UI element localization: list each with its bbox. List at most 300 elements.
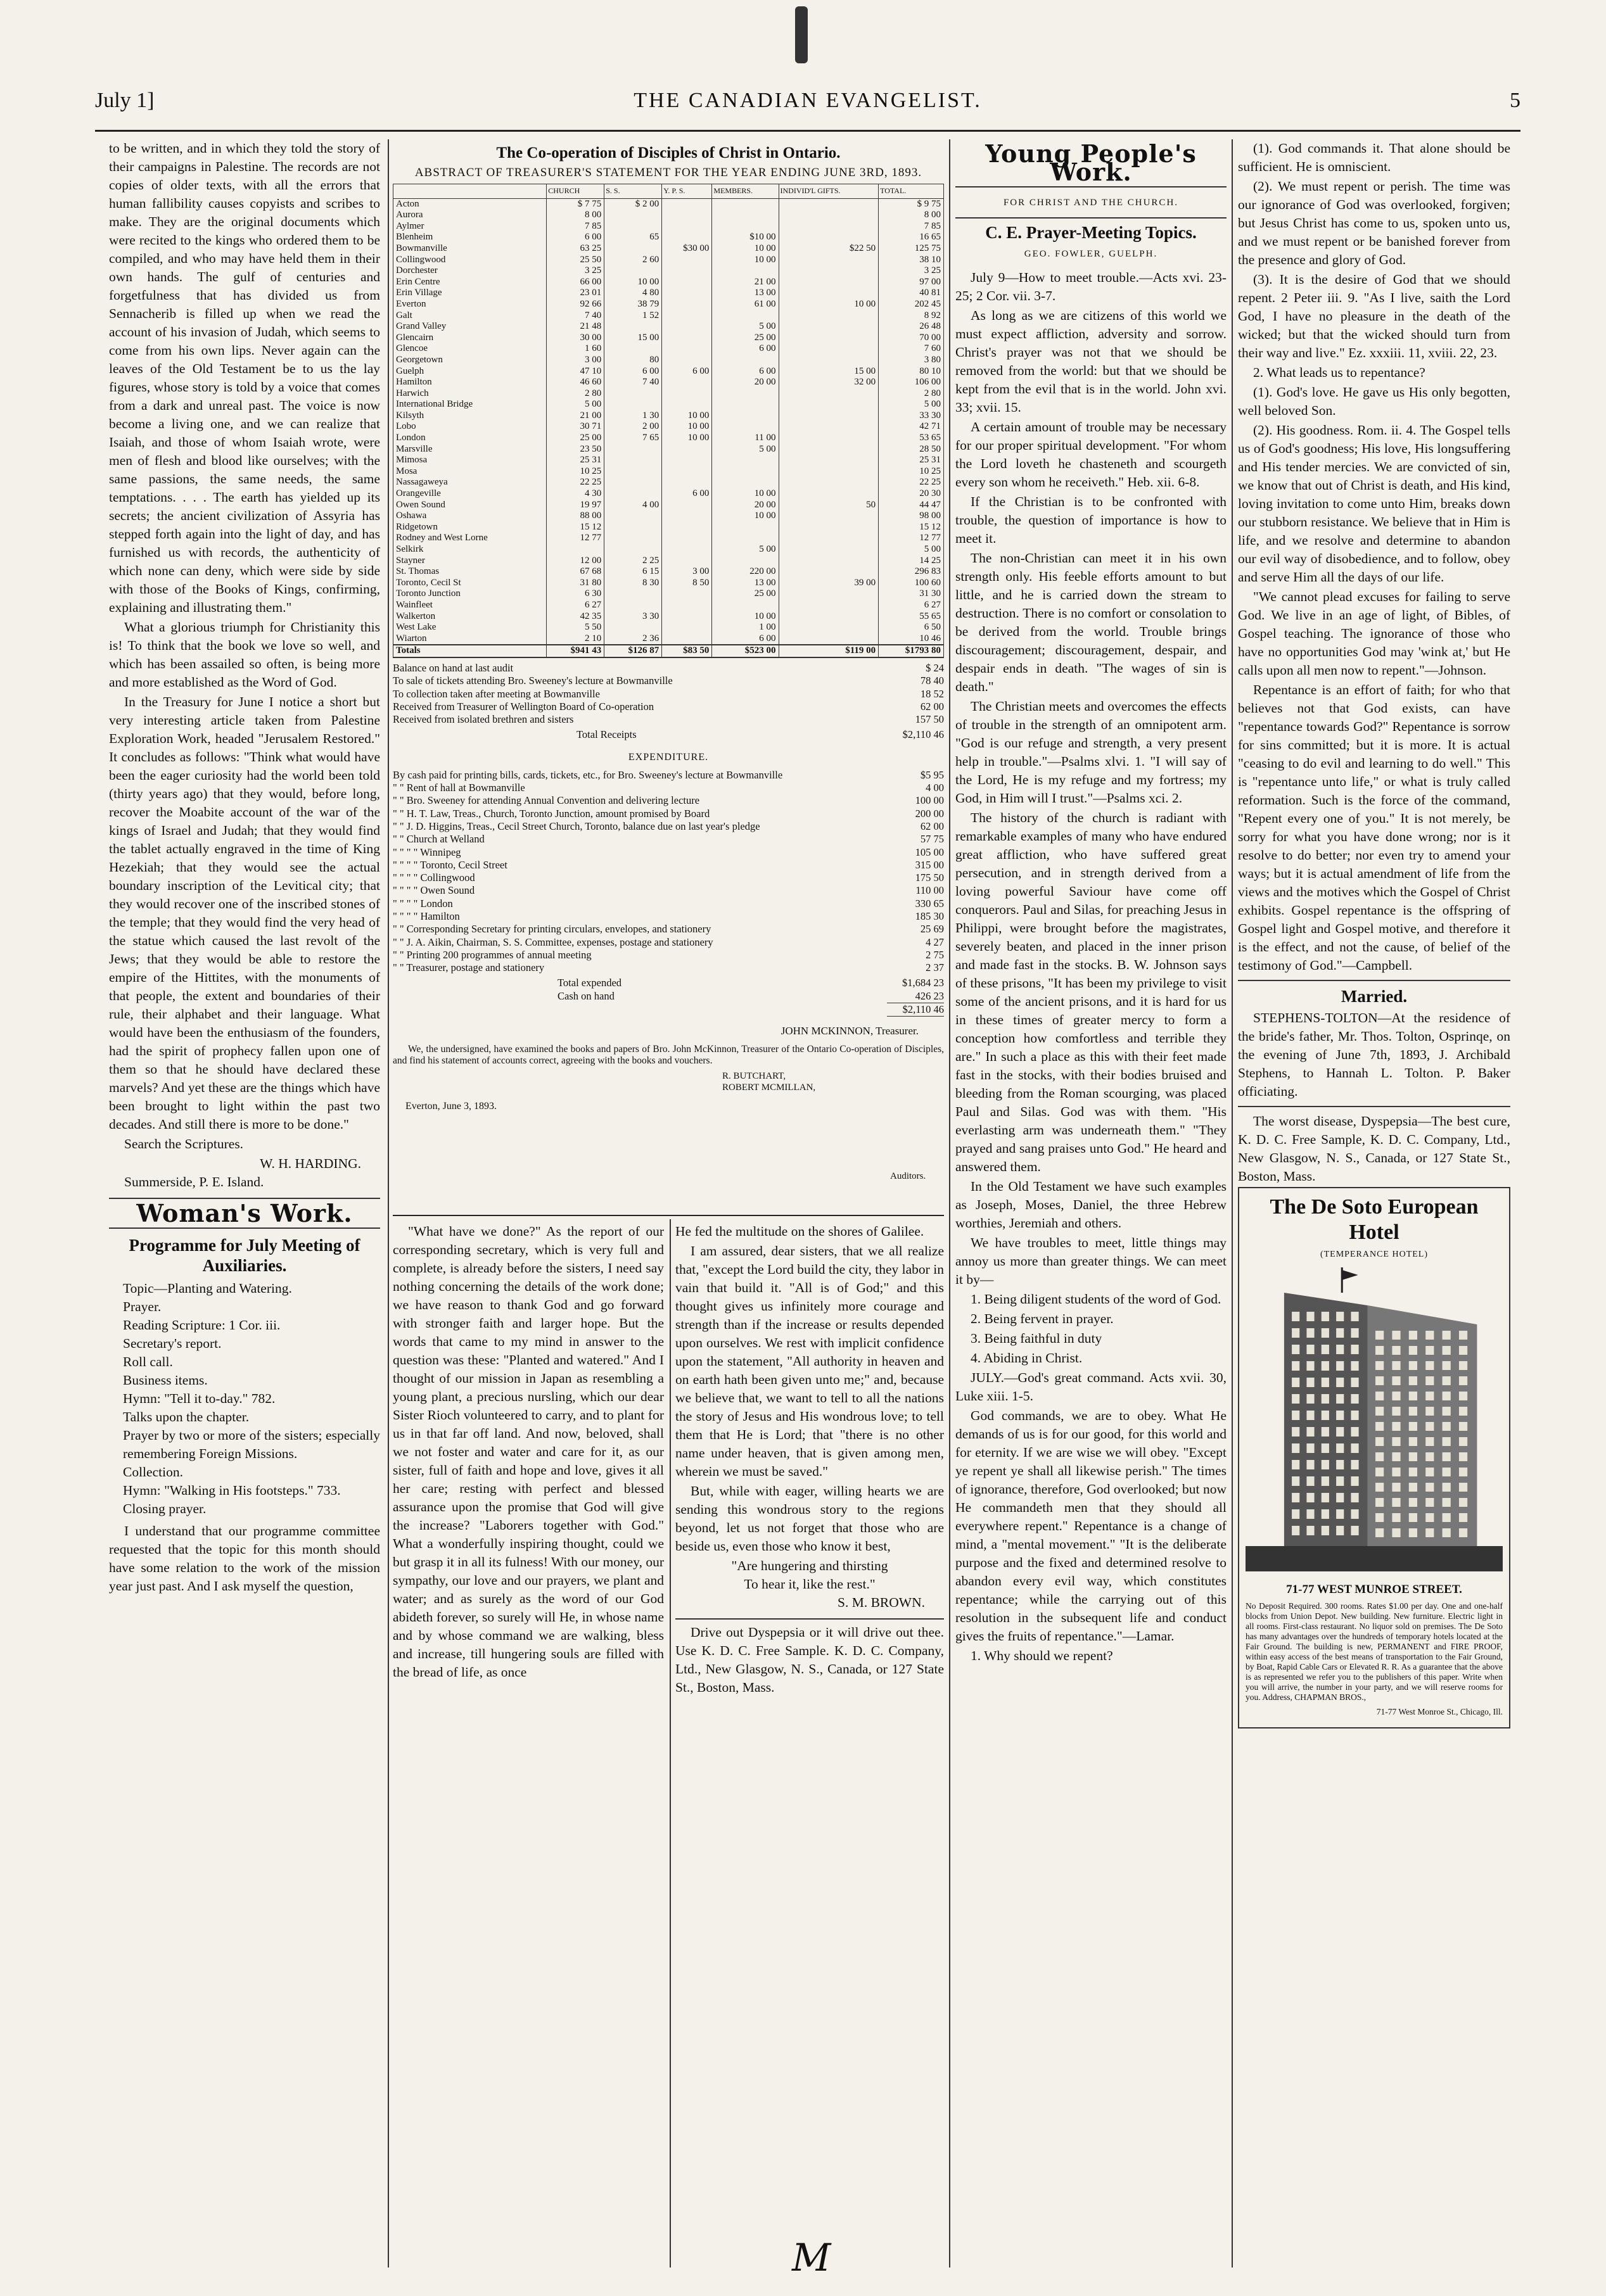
building-window (1459, 1346, 1467, 1355)
expenditure-row-amount: 57 75 (920, 833, 944, 846)
table-cell: $126 87 (604, 645, 662, 657)
table-cell: 53 65 (879, 433, 944, 444)
building-window (1306, 1312, 1314, 1321)
expenditure-row-amount: $5 95 (920, 768, 944, 781)
expenditure-row-amount: 25 69 (920, 923, 944, 936)
building-window (1409, 1498, 1417, 1507)
building-window (1322, 1394, 1329, 1404)
table-cell: 63 25 (547, 243, 604, 255)
cash-on-hand-label: Cash on hand (558, 989, 615, 1002)
expenditure-row-label: " " J. A. Aikin, Chairman, S. S. Committee, expenses, postage and stationery (393, 936, 713, 948)
table-cell (712, 210, 779, 221)
table-cell: 14 25 (879, 555, 944, 567)
table-cell: 10 00 (712, 611, 779, 623)
table-row (393, 210, 944, 221)
table-cell: 10 00 (604, 277, 662, 288)
table-cell: 47 10 (547, 366, 604, 377)
receipt-row-amount: 78 40 (920, 675, 944, 687)
table-cell: $30 00 (662, 243, 712, 255)
building-window (1306, 1345, 1314, 1354)
table-cell: Blenheim (393, 232, 547, 243)
table-row (393, 622, 944, 633)
programme-item: Collection. (123, 1464, 183, 1480)
table-cell: 125 75 (879, 243, 944, 255)
building-window (1392, 1361, 1400, 1370)
table-cell: Harwich (393, 388, 547, 400)
table-cell: Owen Sound (393, 500, 547, 511)
table-row (393, 477, 944, 488)
table-cell: 44 47 (879, 500, 944, 511)
hotel-street: 71-77 WEST MUNROE STREET. (1286, 1583, 1462, 1596)
col1-para: What a glorious triumph for Christianity this is! To think that the book we love so well, and which has been assailed so often, is being more and more established as the Word of God. (109, 619, 380, 690)
table-cell: 22 25 (879, 477, 944, 488)
table-cell: 1 30 (604, 410, 662, 422)
hotel-subtitle: (TEMPERANCE HOTEL) (1320, 1250, 1429, 1259)
table-cell (604, 600, 662, 611)
table-cell: 6 50 (879, 622, 944, 633)
table-cell (604, 210, 662, 221)
building-window (1425, 1498, 1434, 1507)
total-receipts (393, 728, 944, 741)
building-window (1443, 1528, 1451, 1537)
expenditure-row-amount: 105 00 (915, 846, 944, 858)
table-column-header: TOTAL. (879, 184, 944, 199)
table-cell: 92 66 (547, 299, 604, 310)
building-window (1409, 1376, 1417, 1385)
table-cell: 3 25 (547, 265, 604, 277)
cash-on-hand-value: 426 23 (915, 989, 944, 1002)
table-cell (712, 533, 779, 544)
page-header (95, 89, 1520, 127)
table-cell (779, 277, 879, 288)
col4-para: As long as we are citizens of this world we must expect affliction, adversity and sorrow. Christ's prayer was not that we should be removed from the world: but that we should be kept from the evil that is in the world. John xvi. 33; xvii. 15. (955, 308, 1227, 415)
receipt-row (393, 688, 944, 701)
hotel-body: No Deposit Required. 300 rooms. Rates $1.00 per day. One and one-half blocks from Union Depot. New building. New furniture. Electric light in all rooms. First-class restaurant. No liquor sold on premises. The De Soto has many advantages over the hundreds of temporary hotels located at the Fair Ground. The building is new, PERMANENT and FIRE PROOF, within easy access of the best means of transportation to the Fair Ground, by Boat, Rapid Cable Cars or Elevated R. R. As a guarantee that the above is as represented we refer you to the publishers of this paper. Write when you will arrive, the number in your party, and we will reserve rooms for you. Address, CHAPMAN BROS., (1246, 1601, 1503, 1702)
building-window (1322, 1460, 1329, 1469)
table-cell: 6 30 (547, 588, 604, 600)
building-window (1336, 1394, 1344, 1404)
table-cell: 8 00 (547, 210, 604, 221)
receipt-row (393, 713, 944, 726)
table-cell: 40 81 (879, 288, 944, 299)
table-cell: Orangeville (393, 488, 547, 500)
building-window (1322, 1526, 1329, 1535)
building-window (1375, 1407, 1384, 1416)
building-window (1375, 1468, 1384, 1476)
expenditure-title: EXPENDITURE. (628, 751, 709, 763)
col1-para: In the Treasury for June I notice a short but very interesting article taken from Palestine Exploration Work, headed "Jerusalem Restored." It concludes as follows: "Think what would have been the eager curiosity had the world been told (thirty years ago) that they would, before long, recover the Moabite account of the war of the kings of Israel and Judah; that they would find the tablet actually engraved in the time of King Hezekiah; that they would see the actual boundary inscription of the Levitical city; that they would recover one of the inscribed stones of the temple; that they would find the very head of the statue which caused the last revolt of the Jews; that they would be able to restore the empire of the Hittites, with the monuments of that people, the extent and boundaries of their rule, their alphabet and their language. What would have been the enthusiasm of the founders, had the spirit of prophecy fallen upon one of them so that he should have declared these marvels? And yet these are the things which have been brought to light within the past two decades. And still there is more to be done." (109, 694, 380, 1132)
table-cell (604, 243, 662, 255)
verse-line-2: To hear it, like the rest." (744, 1576, 876, 1592)
audit-statement: We, the undersigned, have examined the books and papers of Bro. John McKinnon, Treasurer of the Ontario Co-operation of Disciples, and find his statement of accounts correct, agreeing with the books and vouchers. (393, 1044, 944, 1067)
building-window (1351, 1411, 1358, 1420)
expenditure-row-amount: 2 75 (926, 948, 944, 961)
table-row (393, 299, 944, 310)
table-cell: 5 00 (712, 444, 779, 455)
building-window (1459, 1528, 1467, 1537)
table-cell: 10 00 (712, 243, 779, 255)
table-row (393, 288, 944, 299)
expenditure-row-amount: 110 00 (915, 884, 944, 897)
building-window (1322, 1411, 1329, 1420)
table-row (393, 522, 944, 533)
receipts-list (393, 662, 944, 726)
building-window (1425, 1376, 1434, 1385)
contributions-table (393, 184, 944, 658)
table-cell: Selkirk (393, 544, 547, 555)
table-cell: 1 60 (547, 343, 604, 355)
table-cell: Grand Valley (393, 321, 547, 333)
building-window (1392, 1528, 1400, 1537)
table-cell (779, 633, 879, 645)
table-cell (779, 232, 879, 243)
table-cell (604, 588, 662, 600)
table-cell (662, 333, 712, 344)
table-cell: 19 97 (547, 500, 604, 511)
table-row (393, 421, 944, 433)
table-cell (662, 533, 712, 544)
building-window (1459, 1483, 1467, 1492)
table-cell: Walkerton (393, 611, 547, 623)
table-cell (779, 321, 879, 333)
table-cell: 2 10 (547, 633, 604, 645)
table-row (393, 310, 944, 322)
table-row (393, 533, 944, 544)
table-cell: 10 00 (712, 511, 779, 522)
table-row (393, 388, 944, 400)
building-window (1392, 1452, 1400, 1461)
programme-item: Business items. (123, 1373, 208, 1388)
table-cell (662, 588, 712, 600)
col1-place: Summerside, P. E. Island. (124, 1174, 264, 1189)
table-cell (779, 466, 879, 478)
table-cell (662, 477, 712, 488)
building-window (1459, 1437, 1467, 1446)
table-cell: Collingwood (393, 255, 547, 266)
table-cell: 3 00 (662, 566, 712, 578)
table-row (393, 333, 944, 344)
receipt-row-amount: 18 52 (920, 687, 944, 700)
expenditure-row (393, 923, 944, 936)
col3-para: But, while with eager, willing hearts we are sending this wondrous story to the regions beyond, let us not forget that those who are beside us, even those who know it best, (675, 1483, 944, 1554)
table-row (393, 600, 944, 611)
expenditure-row-label: " " Corresponding Secretary for printing circulars, envelopes, and stationery (393, 923, 711, 936)
table-cell (662, 310, 712, 322)
table-cell: Aylmer (393, 221, 547, 232)
building-window (1375, 1437, 1384, 1446)
table-cell: 6 15 (604, 566, 662, 578)
table-cell (662, 555, 712, 567)
total-receipts-label: Total Receipts (577, 728, 637, 741)
table-cell (604, 511, 662, 522)
expenditure-row (393, 820, 944, 833)
building-window (1292, 1509, 1299, 1519)
table-cell (662, 299, 712, 310)
table-cell (662, 388, 712, 400)
column-divider (388, 139, 389, 2267)
statement-bottom-rule (393, 1215, 944, 1216)
table-cell (712, 466, 779, 478)
table-cell (662, 255, 712, 266)
table-cell: 21 00 (547, 410, 604, 422)
table-cell: 6 00 (662, 366, 712, 377)
table-row (393, 277, 944, 288)
table-cell: 98 00 (879, 511, 944, 522)
col3-para: I am assured, dear sisters, that we all realize that, "except the Lord build the city, they labor in vain that build it. "All is of God;" and this thought gives us infinitely more courage and strength than if the increase or results depended upon ourselves. We rest with implicit confidence upon the statement, "All authority in heaven and on earth hath been given unto me;" and, because we believe that, we want to tell to all the nations the story of Jesus and His wondrous love; to tell them that He is Lord; that "there is no other name under heaven, that is given among men, wherein we must be saved." (675, 1243, 944, 1479)
building-window (1425, 1468, 1434, 1476)
table-cell: 26 48 (879, 321, 944, 333)
table-cell: 202 45 (879, 299, 944, 310)
table-row (393, 555, 944, 567)
table-cell: 1 00 (712, 622, 779, 633)
table-cell (604, 321, 662, 333)
building-window (1336, 1526, 1344, 1535)
table-cell (547, 544, 604, 555)
col1-signature: W. H. HARDING. (260, 1156, 361, 1171)
table-cell: 39 00 (779, 578, 879, 589)
building-window (1351, 1345, 1358, 1354)
building-window (1336, 1378, 1344, 1387)
table-cell: 21 48 (547, 321, 604, 333)
table-cell (779, 544, 879, 555)
building-window (1409, 1483, 1417, 1492)
auditors-label: Auditors. (890, 1171, 926, 1181)
table-cell (779, 622, 879, 633)
column-2-lower (393, 1222, 664, 2267)
programme-item: Prayer. (123, 1299, 162, 1314)
col4-list-item: 4. Abiding in Christ. (971, 1350, 1083, 1366)
building-window (1443, 1361, 1451, 1370)
married-notice: STEPHENS-TOLTON—At the residence of the bride's father, Mr. Thos. Tolton, Osprinqe, on the evening of June 7th, 1893, J. Archibald Stephens, to Hannah L. Tolton. P. Baker officiating. (1238, 1010, 1510, 1099)
table-row (393, 433, 944, 444)
building-window (1306, 1526, 1314, 1535)
table-cell (779, 343, 879, 355)
table-cell (779, 221, 879, 232)
table-cell (662, 377, 712, 388)
table-cell: 2 80 (879, 388, 944, 400)
table-cell: Hamilton (393, 377, 547, 388)
header-date: July 1] (95, 89, 155, 112)
table-cell: 10 46 (879, 633, 944, 645)
building-window (1392, 1422, 1400, 1431)
building-window (1336, 1411, 1344, 1420)
table-column-header (393, 184, 547, 199)
building-window (1443, 1392, 1451, 1400)
building-window (1375, 1361, 1384, 1370)
table-cell (779, 210, 879, 221)
table-cell: Glencoe (393, 343, 547, 355)
expenditure-row (393, 936, 944, 949)
table-row (393, 321, 944, 333)
building-window (1375, 1528, 1384, 1537)
expenditure-row-amount: 200 00 (915, 807, 944, 820)
table-cell: 5 00 (547, 399, 604, 410)
building-window (1443, 1407, 1451, 1416)
column-divider (670, 1219, 671, 2267)
table-cell: 7 40 (547, 310, 604, 322)
building-window (1425, 1346, 1434, 1355)
table-cell: 5 00 (712, 321, 779, 333)
building-window (1336, 1493, 1344, 1502)
table-row (393, 243, 944, 255)
building-window (1409, 1422, 1417, 1431)
building-window (1375, 1422, 1384, 1431)
table-cell: 8 50 (662, 578, 712, 589)
table-cell: Acton (393, 198, 547, 210)
table-cell: 10 00 (662, 433, 712, 444)
building-window (1351, 1378, 1358, 1387)
building-window (1336, 1509, 1344, 1519)
table-cell: Wainfleet (393, 600, 547, 611)
table-cell: 61 00 (712, 299, 779, 310)
table-cell: 88 00 (547, 511, 604, 522)
table-cell: Marsville (393, 444, 547, 455)
table-cell (662, 466, 712, 478)
table-cell (604, 477, 662, 488)
col4-list-item: 1. Being diligent students of the word of God. (971, 1291, 1221, 1307)
table-cell: Georgetown (393, 355, 547, 366)
table-cell: Oshawa (393, 511, 547, 522)
building-window (1292, 1476, 1299, 1486)
building-window (1392, 1483, 1400, 1492)
table-cell (604, 399, 662, 410)
expenditure-row-label: " " H. T. Law, Treas., Church, Toronto Junction, amount promised by Board (393, 807, 710, 820)
building-window (1292, 1526, 1299, 1535)
column-divider (1232, 139, 1233, 2267)
table-cell: Toronto Junction (393, 588, 547, 600)
table-cell: Nassagaweya (393, 477, 547, 488)
building-window (1409, 1331, 1417, 1340)
table-cell: Stayner (393, 555, 547, 567)
table-cell: 5 00 (879, 544, 944, 555)
table-row (393, 578, 944, 589)
building-window (1392, 1346, 1400, 1355)
table-cell: 80 (604, 355, 662, 366)
building-window (1322, 1328, 1329, 1338)
table-cell (604, 221, 662, 232)
table-cell: 31 30 (879, 588, 944, 600)
young-peoples-subtitle: FOR CHRIST AND THE CHURCH. (1003, 198, 1179, 208)
topics-author: GEO. FOWLER, GUELPH. (1024, 249, 1158, 259)
table-cell: 220 00 (712, 566, 779, 578)
table-cell: 8 30 (604, 578, 662, 589)
expenditure-row-label: " " " " Winnipeg (393, 846, 461, 858)
col3-signature: S. M. BROWN. (838, 1595, 925, 1610)
building-window (1443, 1346, 1451, 1355)
table-cell (779, 333, 879, 344)
expenditure-row-label: By cash paid for printing bills, cards, tickets, etc., for Bro. Sweeney's lecture at Bowmanville (393, 768, 783, 781)
table-cell (662, 544, 712, 555)
programme-list (109, 1279, 380, 1518)
table-cell (779, 433, 879, 444)
table-row (393, 566, 944, 578)
married-title: Married. (1341, 987, 1408, 1006)
table-cell: 12 77 (879, 533, 944, 544)
table-cell: 33 30 (879, 410, 944, 422)
table-cell (779, 421, 879, 433)
table-cell (604, 388, 662, 400)
building-window (1409, 1468, 1417, 1476)
kdc-ad-text: Drive out Dyspepsia or it will drive out thee. Use K. D. C. Free Sample. K. D. C. Company, Ltd., New Glasgow, N. S., Canada, or 127 State St., Boston, Mass. (675, 1625, 944, 1695)
receipt-row-amount: $ 24 (926, 661, 944, 674)
building-window (1322, 1312, 1329, 1321)
expenditure-row-label: " " " " Hamilton (393, 910, 460, 922)
building-window (1392, 1468, 1400, 1476)
table-cell (662, 455, 712, 466)
table-row (393, 377, 944, 388)
table-row (393, 500, 944, 511)
table-cell (662, 500, 712, 511)
building-window (1336, 1328, 1344, 1338)
column-4 (955, 139, 1227, 2267)
table-cell (779, 611, 879, 623)
table-cell (712, 265, 779, 277)
building-window (1351, 1312, 1358, 1321)
table-row (393, 588, 944, 600)
table-cell (712, 221, 779, 232)
building-window (1351, 1443, 1358, 1453)
building-window (1425, 1407, 1434, 1416)
statement-subtitle: ABSTRACT OF TREASURER'S STATEMENT FOR THE YEAR ENDING JUNE 3RD, 1893. (414, 166, 922, 179)
table-cell: 20 00 (712, 500, 779, 511)
table-cell (662, 321, 712, 333)
col4-para: God commands, we are to obey. What He demands of us is for our good, for this world and for eternity. If we are wise we will obey. "Except ye repent ye shall all likewise perish." The times of ignorance, therefore, God overlooked; but now He commandeth men that they should all everywhere repent." Repentance is a change of mind, a "mental movement." "It is the deliberate purpose and the fixed and determined resolve to abandon every evil way, which constitutes repentance; while the carrying out of this resolution in the subsequent life and conduct gives the fruits of repentance."—Lamar. (955, 1408, 1227, 1644)
total-expended-label: Total expended (558, 977, 622, 989)
building-window (1443, 1452, 1451, 1461)
building-window (1409, 1513, 1417, 1522)
building-window (1459, 1513, 1467, 1522)
building-window (1375, 1346, 1384, 1355)
table-cell (662, 633, 712, 645)
table-cell: 15 00 (779, 366, 879, 377)
expenditure-row (393, 961, 944, 974)
table-cell (779, 255, 879, 266)
table-cell: 22 25 (547, 477, 604, 488)
expenditure-row-label: " " Treasurer, postage and stationery (393, 961, 545, 974)
table-cell: 6 27 (879, 600, 944, 611)
table-cell: $ 2 00 (604, 198, 662, 210)
building-window (1351, 1328, 1358, 1338)
col5-para: (1). God's love. He gave us His only begotten, well beloved Son. (1238, 384, 1510, 418)
table-cell (604, 444, 662, 455)
table-cell: 15 12 (547, 522, 604, 533)
expenditure-row-amount: 4 27 (926, 936, 944, 948)
building-window (1292, 1378, 1299, 1387)
table-cell: 7 85 (879, 221, 944, 232)
table-cell: $22 50 (779, 243, 879, 255)
receipt-row-label: Received from isolated brethren and sisters (393, 713, 574, 726)
table-cell: 42 71 (879, 421, 944, 433)
table-cell: 66 00 (547, 277, 604, 288)
col4-list-item: 2. Being fervent in prayer. (971, 1311, 1114, 1326)
treasurer-statement (393, 139, 944, 1210)
building-window (1292, 1328, 1299, 1338)
table-cell: 1 52 (604, 310, 662, 322)
table-cell: 296 83 (879, 566, 944, 578)
building-window (1306, 1361, 1314, 1371)
table-cell: 10 00 (779, 299, 879, 310)
column-1 (109, 139, 380, 2267)
table-cell (779, 288, 879, 299)
col5-para: (2). His goodness. Rom. ii. 4. The Gospel tells us of God's goodness; His love, His longsuffering and His tender mercies. We are convicted of sin, we know that out of Christ is death, and His kind, loving invitation to come unto Him, breaks down our stubborn resistance. We believe that in Him is life, and we resolve and determine to abandon our evil way of disobedience, and to follow, obey and serve Him all the days of our life. (1238, 422, 1510, 585)
table-row (393, 611, 944, 623)
table-cell: 20 00 (712, 377, 779, 388)
ad-divider (675, 1618, 944, 1620)
building-window (1425, 1422, 1434, 1431)
building-window (1409, 1528, 1417, 1537)
table-cell (604, 488, 662, 500)
table-cell (604, 522, 662, 533)
